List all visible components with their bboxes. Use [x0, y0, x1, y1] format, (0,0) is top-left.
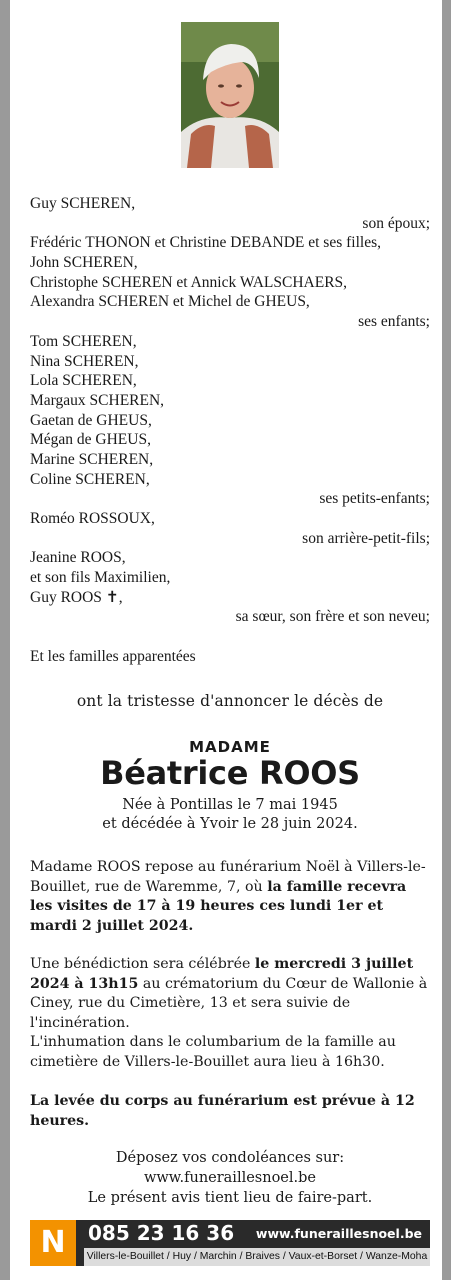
- family-member: Marine SCHEREN,: [30, 450, 154, 468]
- family-member: Christophe SCHEREN et Annick WALSCHAERS,: [30, 273, 348, 291]
- family-member: Jeanine ROOS,: [30, 549, 126, 567]
- relation-label: ses petits-enfants;: [319, 490, 430, 508]
- funeral-home-logo: N: [30, 1220, 76, 1266]
- family-member: Alexandra SCHEREN et Michel de GHEUS,: [30, 293, 310, 311]
- family-member: Guy ROOS ✝,: [30, 588, 123, 606]
- family-member: Lola SCHEREN,: [30, 372, 137, 390]
- family-member: Roméo ROSSOUX,: [30, 510, 155, 527]
- relation-label: son arrière-petit-fils;: [302, 529, 430, 547]
- website-link[interactable]: www.funeraillesnoel.be: [255, 1226, 422, 1241]
- birth-death-info: [30, 796, 430, 834]
- phone-number[interactable]: 085 23 16 36: [88, 1221, 235, 1245]
- visitation-paragraph: [30, 858, 430, 936]
- portrait-illustration: [181, 22, 279, 168]
- announcement-line: ont la tristesse d'annoncer le décès de: [76, 692, 384, 710]
- birth-line: Née à Pontillas le 7 mai 1945: [122, 797, 338, 813]
- family-list: [30, 194, 430, 667]
- relation-label: ses enfants;: [358, 313, 430, 331]
- death-line: et décédée à Yvoir le 28 juin 2024.: [102, 816, 358, 832]
- burial-paragraph: L'inhumation dans le columbarium de la famille au cimetière de Villers-le-Bouillet aura lieu à 16h30.: [30, 1034, 396, 1070]
- family-member: Margaux SCHEREN,: [30, 391, 165, 409]
- portrait-photo: [181, 22, 279, 168]
- visitation-text: Madame ROOS repose au funérarium Noël à Villers-le-Bouillet, rue de Waremme, 7, où: [30, 859, 426, 895]
- family-member: Tom SCHEREN,: [30, 332, 137, 350]
- spacer: [30, 627, 430, 647]
- locations-bar: Villers-le-Bouillet / Huy / Marchin / Braives / Vaux-et-Borset / Wanze-Moha: [84, 1248, 430, 1266]
- family-member: Et les familles apparentées: [30, 647, 196, 665]
- departure-paragraph: La levée du corps au funérarium est prévue à 12 heures.: [30, 1093, 415, 1129]
- relation-label: sa sœur, son frère et son neveu;: [235, 608, 430, 626]
- family-member: Gaetan de GHEUS,: [30, 411, 152, 429]
- visitation-bold: la famille recevra les visites de 17 à 19 heures ces lundi 1er et mardi 2 juillet 2024.: [30, 878, 407, 934]
- family-member: et son fils Maximilien,: [30, 569, 171, 587]
- family-member: Coline SCHEREN,: [30, 470, 150, 488]
- condolence-info: [30, 1148, 430, 1208]
- condolences-line: Déposez vos condoléances sur: www.funeraillesnoel.be: [115, 1150, 345, 1186]
- ceremony-paragraph: [30, 955, 430, 1033]
- ceremony-text-end: au crématorium du Cœur de Wallonie à Ciney, rue du Cimetière, 13 et sera suivie de l'incinération.: [30, 975, 428, 1031]
- ceremony-text-start: Une bénédiction sera célébrée: [30, 956, 255, 972]
- deceased-name: Béatrice ROOS: [100, 754, 360, 792]
- family-member: John SCHEREN,: [30, 254, 138, 272]
- notice-line: Le présent avis tient lieu de faire-part.: [87, 1190, 373, 1206]
- deceased-title: MADAME: [189, 738, 271, 756]
- family-member: Nina SCHEREN,: [30, 352, 139, 370]
- family-member: Mégan de GHEUS,: [30, 431, 151, 449]
- family-member: Frédéric THONON et Christine DEBANDE et ses filles,: [30, 234, 381, 252]
- family-member: Guy SCHEREN,: [30, 195, 136, 212]
- relation-label: son époux;: [362, 214, 430, 232]
- ceremony-bold: le mercredi 3 juillet 2024 à 13h15: [30, 956, 414, 992]
- funeral-home-banner: [30, 1220, 430, 1266]
